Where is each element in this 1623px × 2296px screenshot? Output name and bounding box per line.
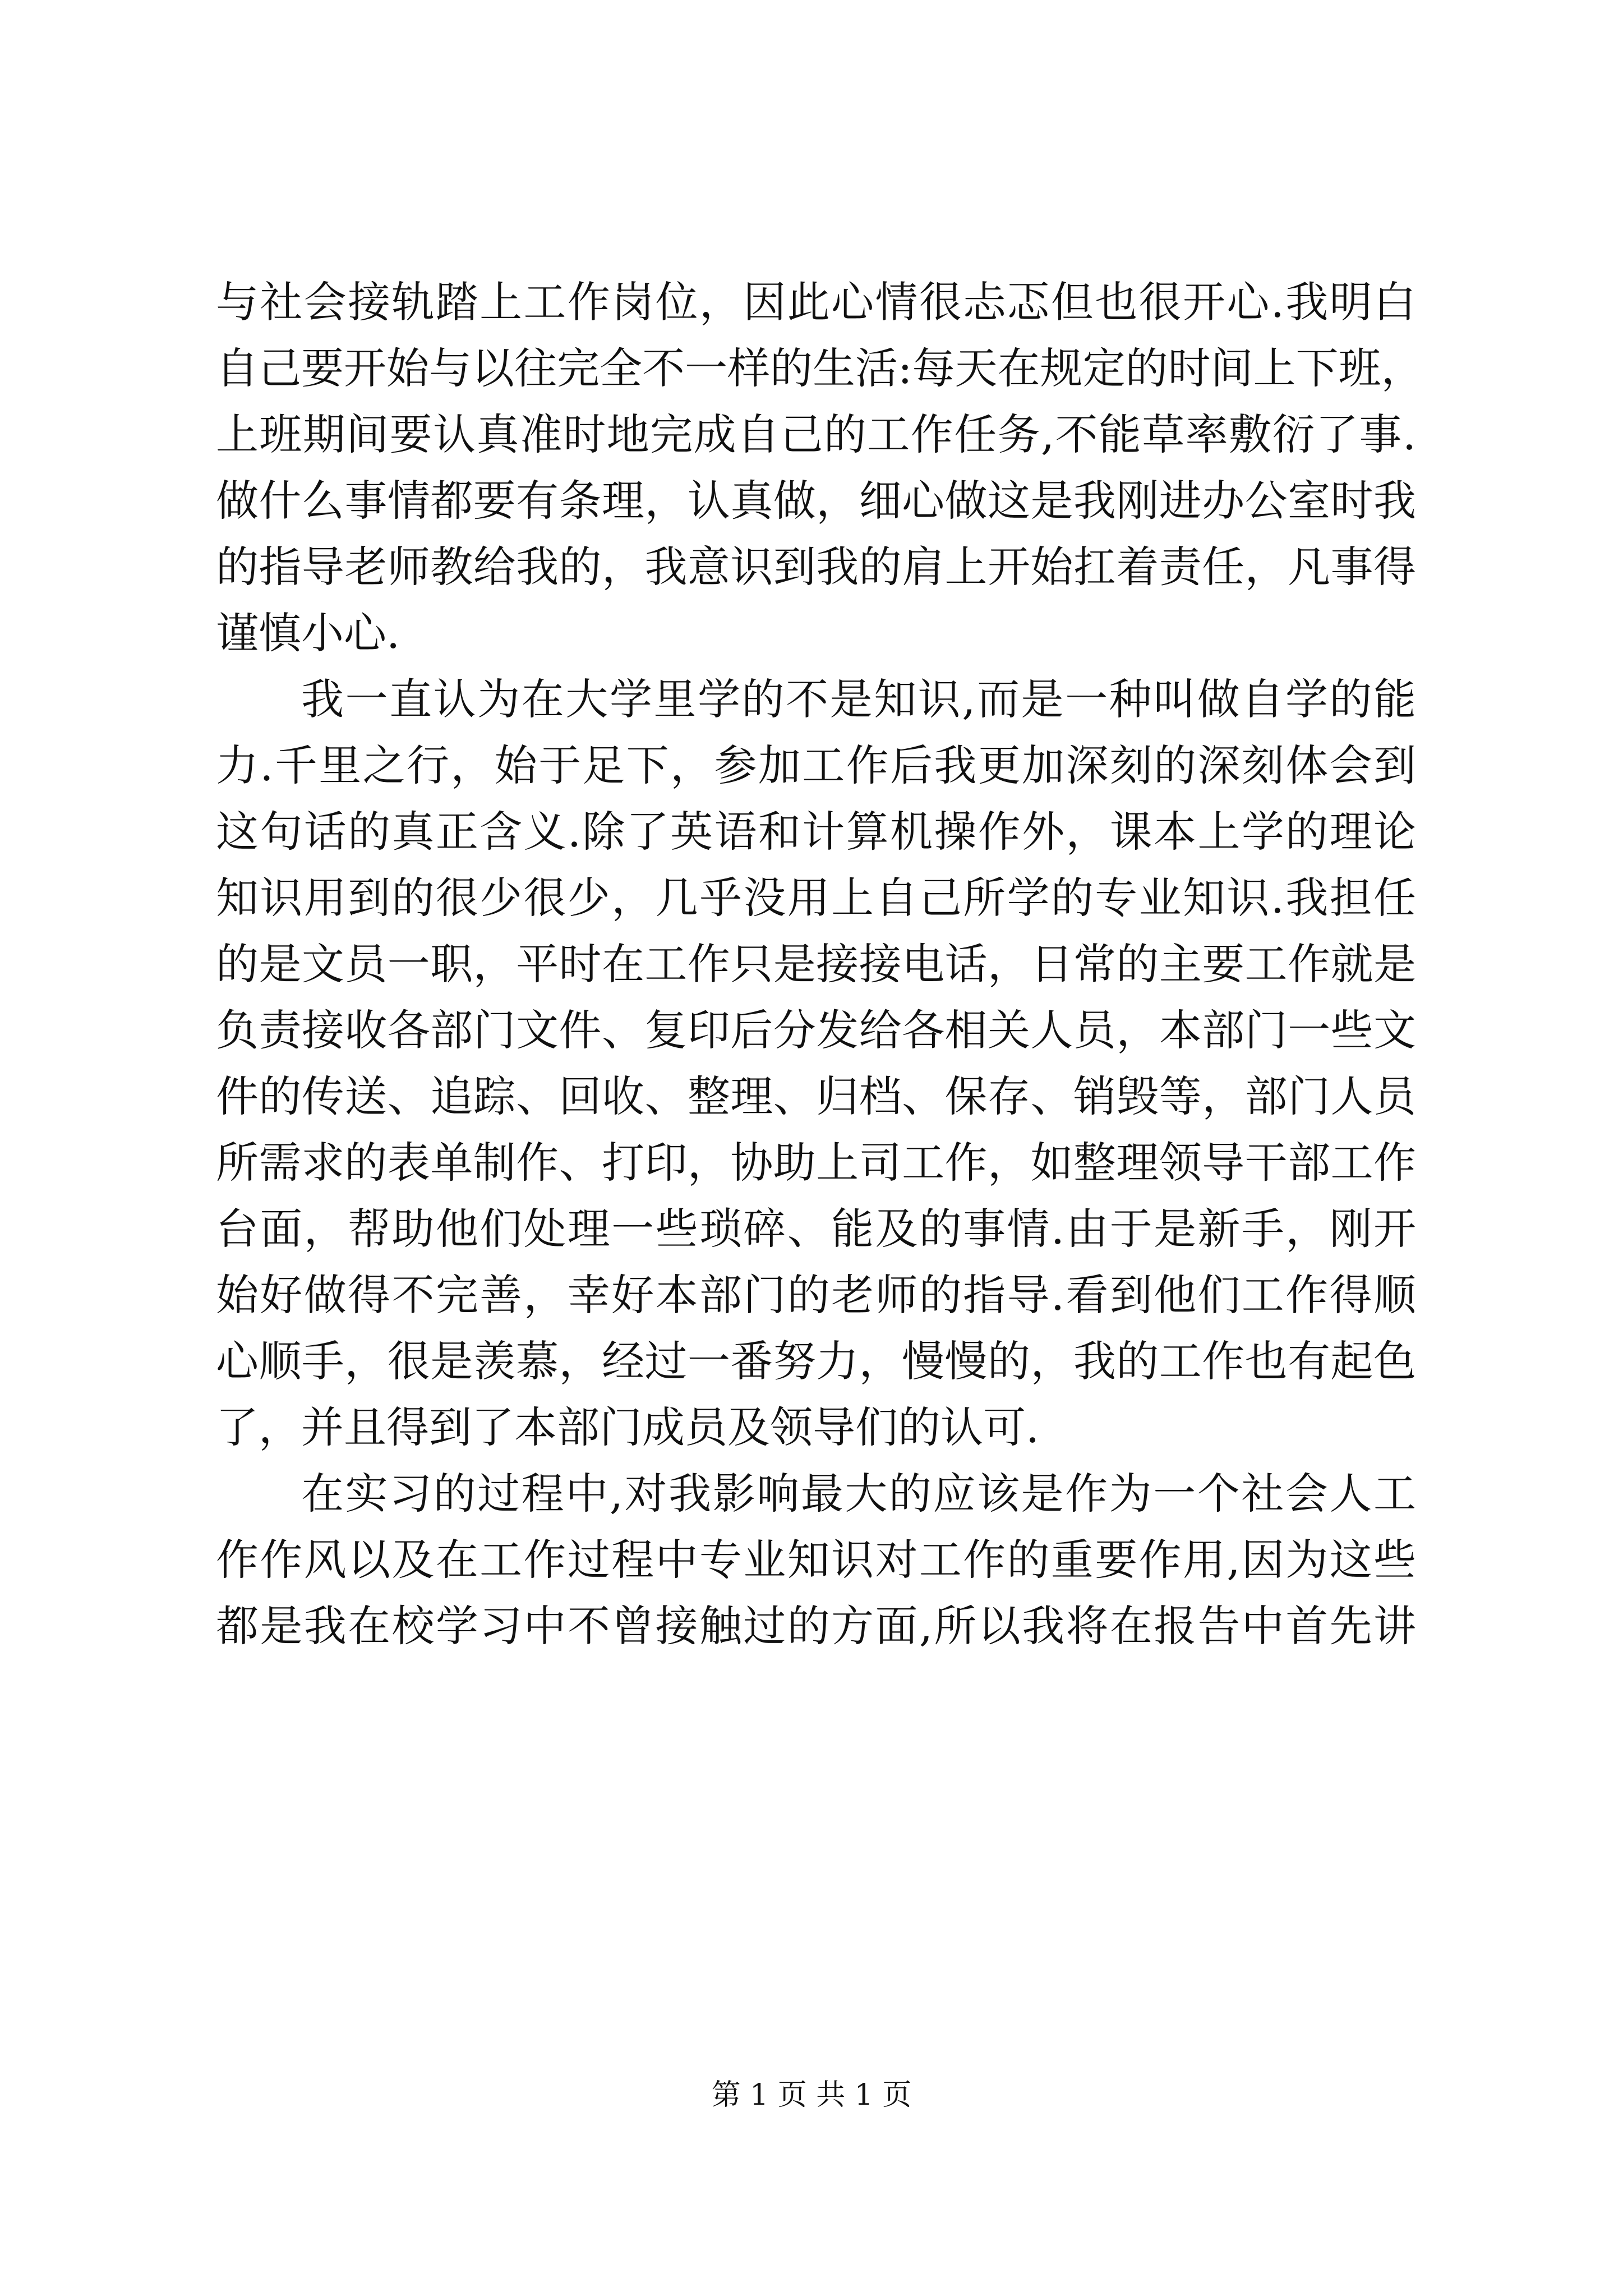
text-line: 自己要开始与以往完全不一样的生活:每天在规定的时间上下班，: [216, 343, 1424, 393]
text-line: 所需求的表单制作、打印，协助上司工作，如整理领导干部工作: [216, 1138, 1416, 1188]
text-line: 这句话的真正含义.除了英语和计算机操作外，课本上学的理论: [216, 807, 1416, 857]
text-line: 始好做得不完善，幸好本部门的老师的指导.看到他们工作得顺: [216, 1270, 1416, 1320]
text-line: 心顺手，很是羡慕，经过一番努力，慢慢的，我的工作也有起色: [216, 1336, 1416, 1386]
document-body: [216, 269, 1424, 1659]
text-line: 我一直认为在大学里学的不是知识,而是一种叫做自学的能: [301, 674, 1416, 724]
text-line: 与社会接轨踏上工作岗位，因此心情很忐忑但也很开心.我明白: [216, 277, 1416, 327]
text-line: 台面，帮助他们处理一些琐碎、能及的事情.由于是新手，刚开: [216, 1204, 1416, 1254]
text-line: 上班期间要认真准时地完成自己的工作任务,不能草率敷衍了事.: [216, 409, 1416, 459]
text-line: 作作风以及在工作过程中专业知识对工作的重要作用,因为这些: [216, 1535, 1416, 1585]
text-line: 负责接收各部门文件、复印后分发给各相关人员，本部门一些文: [216, 1005, 1416, 1055]
paragraph-1: [216, 269, 1424, 666]
text-line: 件的传送、追踪、回收、整理、归档、保存、销毁等，部门人员: [216, 1071, 1416, 1121]
text-line: 了，并且得到了本部门成员及领导们的认可.: [216, 1402, 1040, 1452]
text-line: 力.千里之行，始于足下，参加工作后我更加深刻的深刻体会到: [216, 740, 1416, 790]
paragraph-2: [216, 666, 1416, 1461]
text-line: 谨慎小心.: [216, 608, 400, 658]
text-line: 的是文员一职，平时在工作只是接接电话，日常的主要工作就是: [216, 939, 1416, 989]
text-line: 在实习的过程中,对我影响最大的应该是作为一个社会人工: [301, 1469, 1416, 1519]
text-line: 都是我在校学习中不曾接触过的方面,所以我将在报告中首先讲: [216, 1601, 1416, 1651]
text-line: 知识用到的很少很少，几乎没用上自己所学的专业知识.我担任: [216, 873, 1416, 923]
text-line: 做什么事情都要有条理，认真做，细心做这是我刚进办公室时我: [216, 476, 1416, 526]
paragraph-3: [216, 1461, 1416, 1659]
page-number-label: 第 1 页 共 1 页: [711, 2078, 912, 2112]
text-line: 的指导老师教给我的，我意识到我的肩上开始扛着责任，凡事得: [216, 542, 1416, 592]
page-footer: [0, 2076, 1623, 2115]
